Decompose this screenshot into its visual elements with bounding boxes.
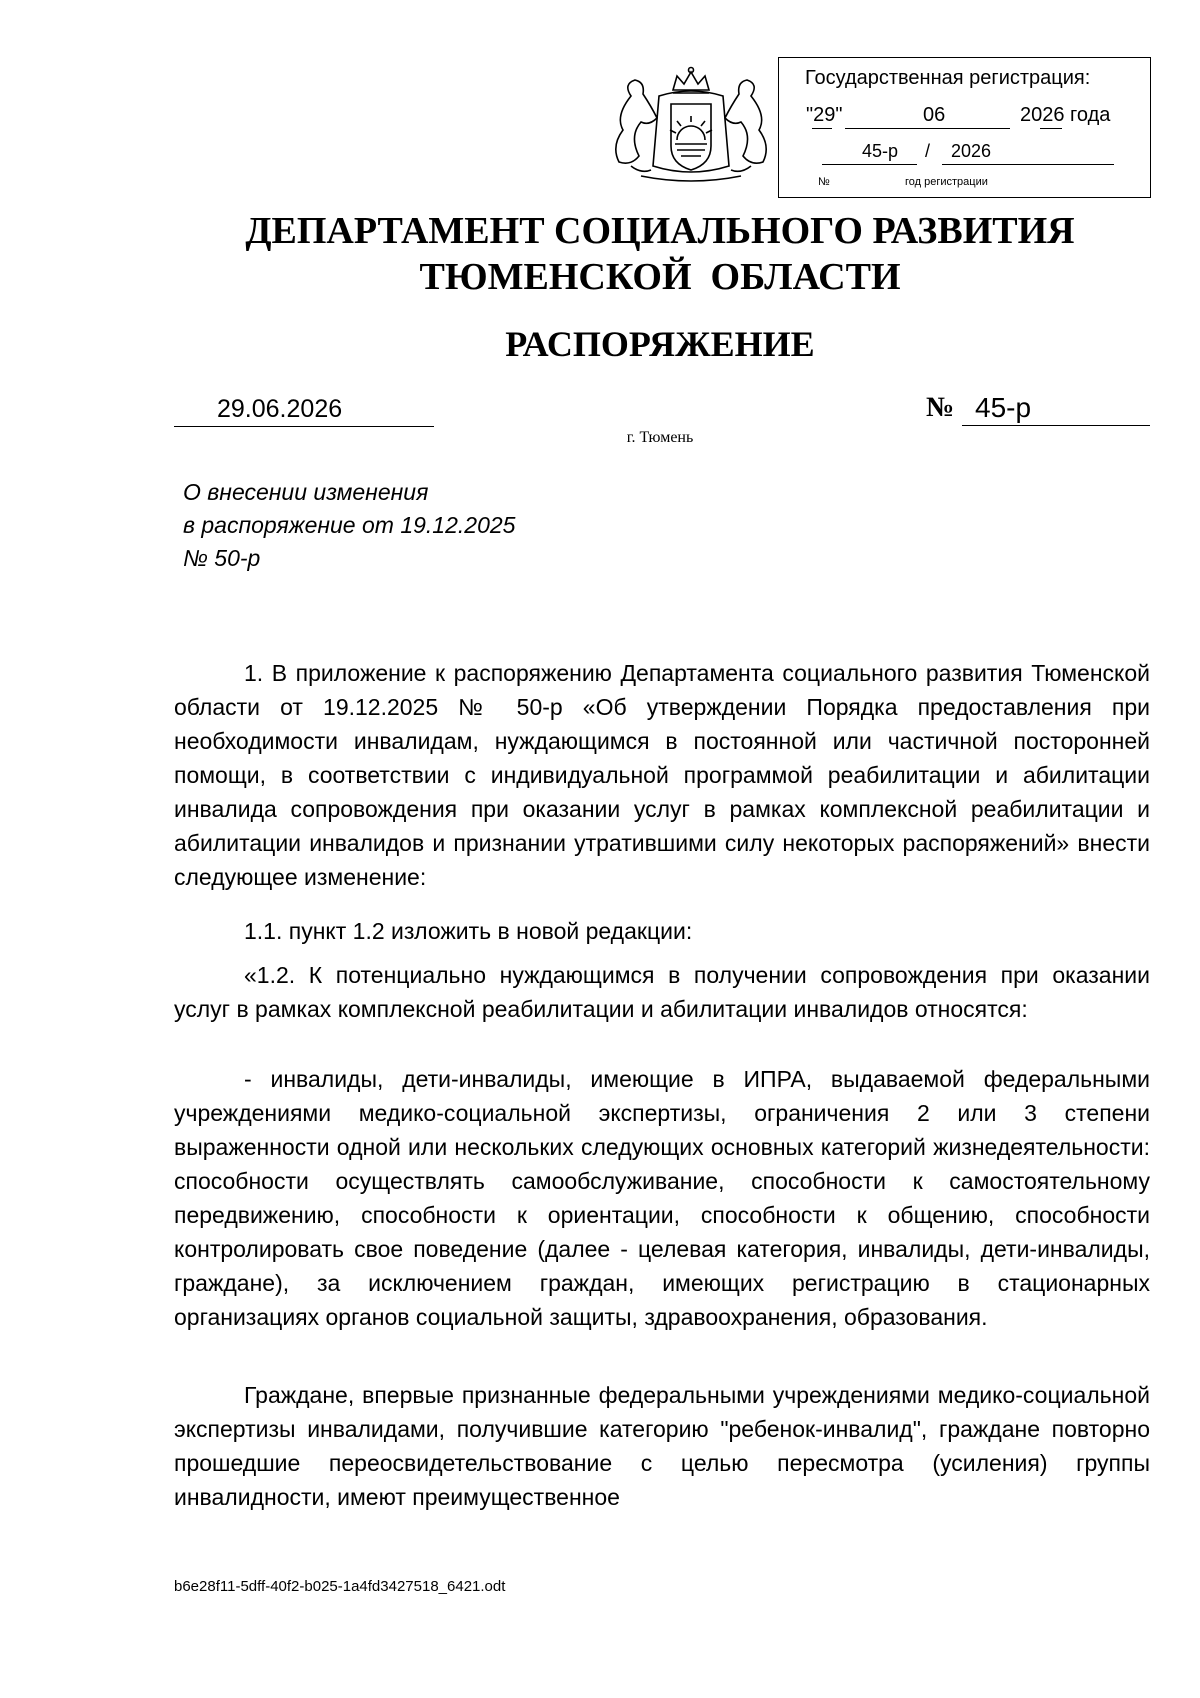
body-paragraph-3	[174, 958, 1150, 1026]
registration-number-caption: №	[818, 176, 830, 188]
registration-year-underline	[1040, 128, 1062, 129]
order-number-sign: №	[926, 392, 955, 423]
body-paragraph-1-text: 1. В приложение к распоряжению Департамента социального развития Тюменской области от 19.12.2025 № 50-р «Об утверждении Порядка предоставления при необходимости инвалидам, нуждающимся в постоянной или частичной посторонней помощи, в соответствии с индивидуальной программой реабилитации и абилитации инвалида сопровождения при оказании услуг в рамках комплексной реабилитации и абилитации инвалидов и признании утратившими силу некоторых распоряжений» внести следующее изменение:	[174, 660, 1150, 890]
department-title	[0, 208, 1200, 300]
registration-month: 06	[923, 104, 946, 126]
order-date-underline	[174, 426, 434, 427]
subject-line1: О внесении изменения	[183, 479, 429, 505]
registration-reg-year: 2026	[951, 141, 992, 161]
registration-month-underline	[845, 128, 1010, 129]
coat-of-arms-icon	[601, 66, 781, 186]
registration-number: 45-р	[862, 141, 899, 161]
body-paragraph-5	[174, 1378, 1150, 1514]
subject-line2: в распоряжение от 19.12.2025	[183, 512, 516, 538]
body-paragraph-2-text: 1.1. пункт 1.2 изложить в новой редакции:	[244, 918, 693, 944]
registration-number-underline	[822, 164, 917, 165]
order-date: 29.06.2026	[217, 395, 343, 423]
registration-regyear-underline	[942, 164, 1114, 165]
registration-day-underline	[812, 128, 832, 129]
department-title-line2: ТЮМЕНСКОЙ ОБЛАСТИ	[419, 256, 901, 298]
order-number-underline	[962, 425, 1150, 426]
registration-year: 2026 года	[1020, 104, 1111, 126]
body-paragraph-3-text: «1.2. К потенциально нуждающимся в получении сопровождения при оказании услуг в рамках комплексной реабилитации и абилитации инвалидов относятся:	[174, 962, 1150, 1022]
document-subject	[183, 476, 515, 575]
subject-line3: № 50-р	[183, 545, 261, 571]
registration-day: "29"	[806, 104, 843, 126]
body-paragraph-1	[174, 656, 1150, 894]
registration-slash: /	[925, 141, 931, 161]
document-type-title: РАСПОРЯЖЕНИЕ	[505, 324, 815, 364]
body-paragraph-5-text: Граждане, впервые признанные федеральными учреждениями медико-социальной экспертизы инвалидами, получившие категорию "ребенок-инвалид", граждане повторно прошедшие переосвидетельствование с целью пересмотра (усиления) группы инвалидности, имеют преимущественное	[174, 1382, 1150, 1510]
footer-filename: b6e28f11-5dff-40f2-b025-1a4fd3427518_6421.odt	[174, 1578, 506, 1595]
registration-year-caption: год регистрации	[905, 176, 988, 188]
order-number: 45-р	[975, 392, 1032, 423]
registration-title: Государственная регистрация:	[805, 67, 1091, 89]
city-label: г. Тюмень	[626, 429, 694, 446]
body-paragraph-4	[174, 1062, 1150, 1334]
body-paragraph-2	[174, 914, 1150, 948]
department-title-line1: ДЕПАРТАМЕНТ СОЦИАЛЬНОГО РАЗВИТИЯ	[245, 210, 1075, 252]
body-paragraph-4-text: - инвалиды, дети-инвалиды, имеющие в ИПРА, выдаваемой федеральными учреждениями медико-социальной экспертизы, ограничения 2 или 3 степени выраженности одной или нескольких следующих основных категорий жизнедеятельности: способности осуществлять самообслуживание, способности к самостоятельному передвижению, способности к ориентации, способности к общению, способности контролировать свое поведение (далее - целевая категория, инвалиды, дети-инвалиды, граждане), за исключением граждан, имеющих регистрацию в стационарных организациях органов социальной защиты, здравоохранения, образования.	[174, 1066, 1150, 1330]
